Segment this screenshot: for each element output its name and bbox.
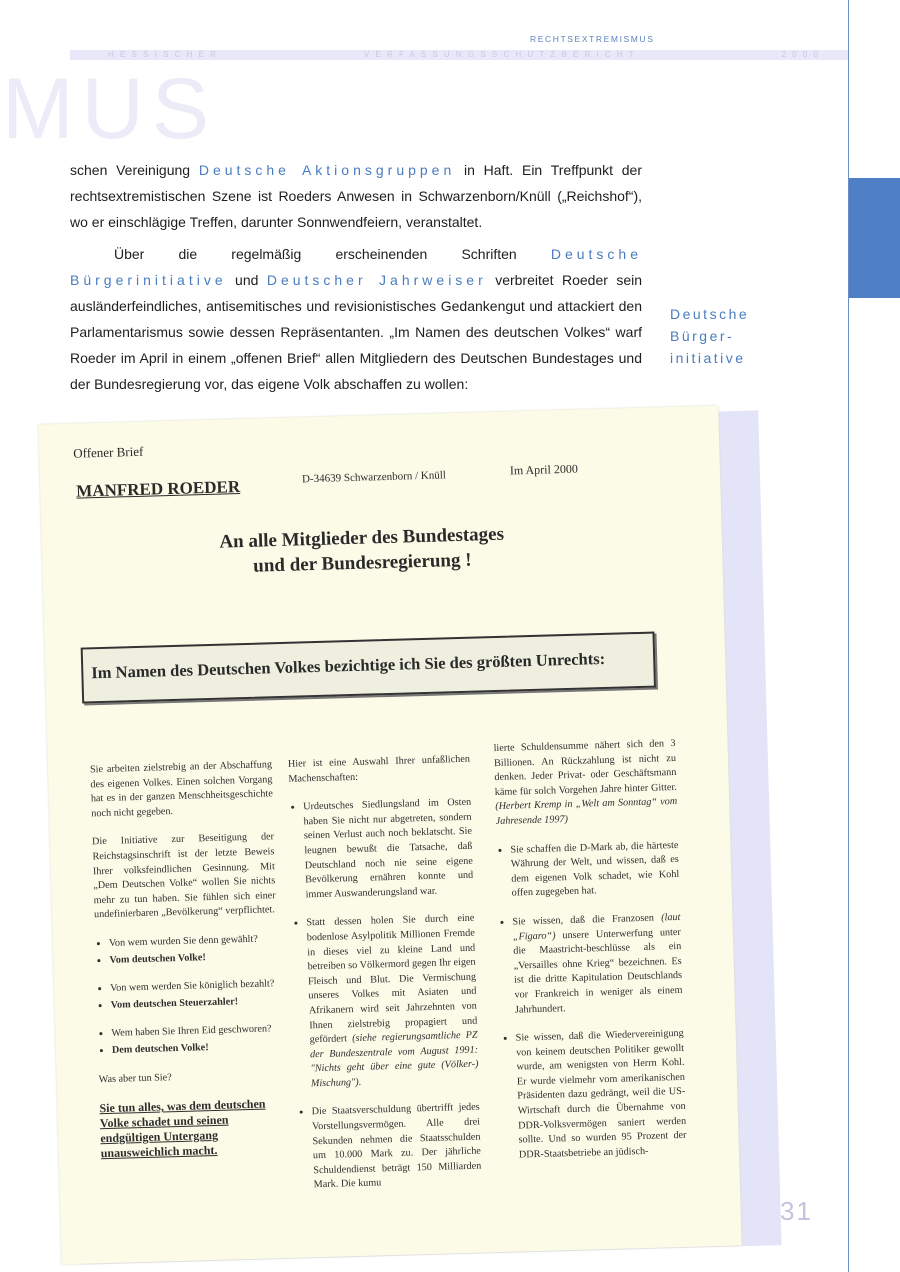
col3-paragraph-1 (493, 737, 677, 830)
col1-paragraph-2: Die Initiative zur Beseitigung der Reichstagsinschrift ist der letzte Beweis Ihrer volksfeindlichen Gesinnung. Mit „Dem Deutschen Volke“ wollen Sie nichts mehr zu tun haben. Sie fühlen sich einer undefinierbaren „Bevölkerung“ verpflichtet. (91, 831, 276, 921)
letter-date: Im April 2000 (509, 461, 579, 478)
decorative-chapter-word: MUS (2, 61, 218, 157)
p2-highlight-publication-2: Deutscher Jahrweiser (266, 272, 487, 288)
section-label: RECHTSEXTREMISMUS (530, 34, 655, 44)
col3-paragraph-1-citation: (Herbert Kremp in „Welt am Sonntag“ vom Jahresende 1997) (495, 796, 678, 828)
col2-bullet-list (289, 796, 482, 1194)
col2-bullet-1: • Urdeutsches Siedlungsland im Osten haben Sie nicht nur abgetreten, sondern seinen Verlust auch noch beklatscht. Sie leugnen bewußt die Tatsache, daß Deutschland noch nie seine eigene Bevölkerung ernähren konnte und immer Auswanderungsland war. (303, 796, 474, 903)
letter-column-1 (90, 758, 283, 1161)
p2-text-a: Über die regelmäßig erscheinenden Schriften (114, 246, 551, 262)
col2-bullet-2 (306, 912, 479, 1092)
body-paragraph-2 (70, 241, 642, 397)
col3-bullet-3: • Sie wissen, daß die Wiedervereinigung von keinem deutschen Politiker gewollt wurde, am wenigsten von Herrn Kohl. Er wurde vielmehr vom amerikanischen Präsidenten dazu gedrängt, weil die US-Wirtschaft durch die Übernahme von DDR-Volksvermögen saniert werden sollte. Und so wurden 95 Prozent der DDR-Staatsbetriebe an jüdisch- (516, 1027, 688, 1163)
margin-note-line-1: Deutsche (670, 306, 750, 322)
p2-highlight-publication-1: Deutsche Bürgerinitiative (70, 246, 642, 288)
col1-answer-2: • Vom deutschen Steuerzahler! (110, 994, 278, 1013)
letter-title (141, 520, 582, 582)
p2-text-c: verbreitet Roeder sein ausländerfeindliches, antisemitisches und revisionistisches Gedankengut und attackiert den Parlamentarismus sowie dessen Repräsentanten. „Im Namen des deutschen Volkes“ warf Roeder im April in einem „offenen Brief“ allen Mitgliedern des Deutschen Bundestages und der Bundesregierung vor, das eigene Volk abschaffen zu wollen: (70, 272, 643, 392)
running-header-publisher: H E S S I S C H E R (108, 50, 219, 59)
running-header-year: 2 0 0 0 (781, 50, 820, 59)
letter-label: Offener Brief (73, 443, 144, 461)
col1-paragraph-1: Sie arbeiten zielstrebig an der Abschaffung des eigenen Volkes. Einen solchen Vorgang hat es in der ganzen Menschheitsgeschichte noch nicht gegeben. (89, 759, 273, 820)
col1-question-1: • Von wem wurden Sie denn gewählt? (109, 932, 277, 951)
col3-bullet-2-text-a: Sie wissen, daß die Franzosen (512, 912, 655, 928)
col3-bullet-2-citation: (laut „Figaro“) (512, 911, 681, 943)
col1-answer-3: • Dem deutschen Volke! (112, 1039, 280, 1058)
col2-bullet-3: • Die Staatsverschuldung übertrifft jedes Vorstellungsvermögen. Alle drei Sekunden nehmen die Staatsschulden um 10.000 Mark zu. Der jährliche Schuldendienst beträgt 150 Milliarden Mark. Die kumu (312, 1101, 482, 1193)
col1-final-statement: Sie tun alles, was dem deutschen Volke schadet und seinen endgültigen Untergang unausweichlich macht. (99, 1096, 266, 1161)
letter-column-2 (288, 753, 482, 1208)
p1-text-b: in Haft. Ein Treffpunkt der rechtsextremistischen Szene ist Roeders Anwesen in Schwarzenborn/Knüll („Reichshof“), wo er einschlägige Treffen, darunter Sonnwendfeiern, veranstaltet. (70, 162, 642, 230)
margin-keyword-note (670, 303, 749, 369)
page-number: 31 (780, 1196, 813, 1226)
p1-highlight-organization: Deutsche Aktionsgruppen (198, 162, 456, 178)
open-letter-scan (38, 406, 741, 1265)
col3-paragraph-1-text: lierte Schuldensumme nähert sich den 3 Billionen. An Rückzahlung ist nicht zu denken. Jeder Privat- oder Geschäftsmann käme für solch Vorgehen Jahre hinter Gitter. (493, 737, 677, 798)
col1-question-list (95, 932, 280, 1059)
letter-author: MANFRED ROEDER (76, 477, 241, 501)
running-header-title: V E R F A S S U N G S S C H U T Z B E R I C H T (363, 50, 636, 59)
col2-bullet-2-citation: (siehe regierungsamtliche PZ der Bundeszentrale vom August 1991: "Nichts geht über eine gute (Völker-) Mischung"). (309, 1029, 479, 1090)
letter-accusation-box (81, 632, 656, 704)
letter-column-3 (493, 737, 687, 1177)
letter-address: D-34639 Schwarzenborn / Knüll (301, 469, 447, 486)
col1-paragraph-3: Was aber tun Sie? (98, 1071, 172, 1085)
col3-bullet-2-text-b: unsere Unterwerfung unter die Maastricht-beschlüsse als ein „Versailles ohne Krieg“ bezeichnen. Es ist die dritte Kapitulation Deutschlands vor Frankreich in weniger als einem Jahrhundert. (513, 926, 683, 1016)
col3-bullet-1: • Sie schaffen die D-Mark ab, die härteste Währung der Welt, und wissen, daß es dem eigenen Volk schadet, wie Kohl offen zugegeben hat. (510, 839, 680, 902)
col1-question-2: • Von wem werden Sie königlich bezahlt? (110, 977, 278, 996)
col3-bullet-2 (512, 911, 683, 1018)
body-paragraph-1 (70, 157, 642, 235)
col2-intro: Hier ist eine Auswahl Ihrer unfaßlichen Machenschaften: (287, 753, 471, 785)
chapter-tab-marker (849, 178, 900, 298)
margin-note-line-2: Bürger- (670, 328, 735, 344)
margin-note-line-3: initiative (670, 350, 746, 366)
p2-text-b: und (226, 272, 267, 288)
p1-text-a: schen Vereinigung (70, 162, 199, 178)
letter-title-line-2: und der Bundesregierung ! (252, 549, 472, 577)
letter-accusation-text: Im Namen des Deutschen Volkes bezichtige ich Sie des größten Unrechts: (91, 648, 606, 683)
col3-bullet-list (496, 839, 687, 1164)
running-header (108, 50, 820, 60)
col1-question-3: • Wem haben Sie Ihren Eid geschworen? (111, 1022, 279, 1041)
letter-title-line-1: An alle Mitglieder des Bundestages (219, 523, 505, 553)
col1-answer-1: • Vom deutschen Volke! (109, 949, 277, 968)
col2-bullet-2-text: Statt dessen holen Sie durch eine bodenlose Asylpolitik Millionen Fremde in dieses viel zu kleine Land und betreiben so Völkermord gegen Ihr eigen Fleisch und Blut. Die Vermischung unseres Volkes mit Asiaten und Afrikanern wird seit Jahrzehnten von Ihnen zielstrebig propagiert und gefördert (306, 913, 478, 1046)
